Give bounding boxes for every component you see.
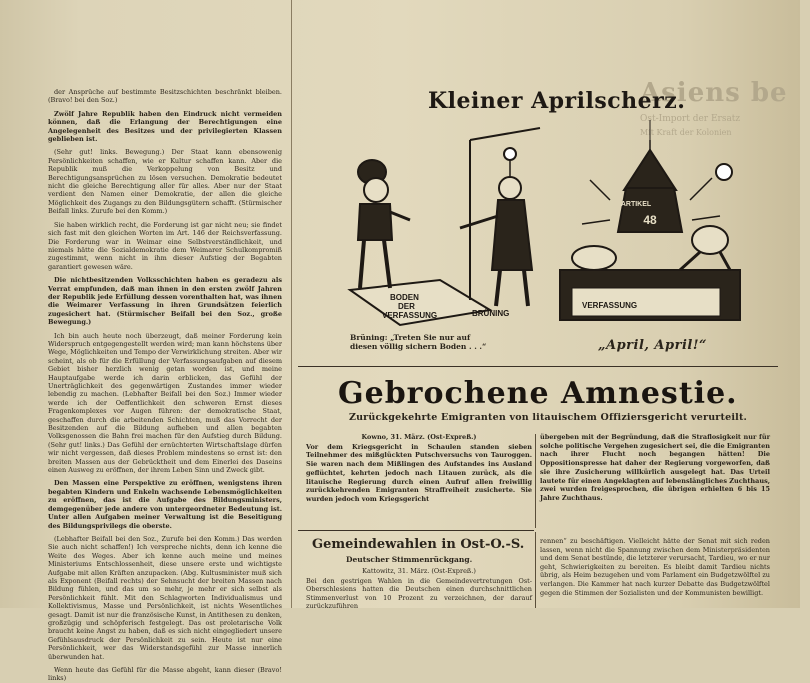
article-column-2: übergeben mit der Begründung, daß die Straflosigkeit nur für solche politische Vergehen zugesichert sei, die die Emigranten nach ihrer Flucht noch begangen hätten! Die Oppositionspresse hat daher der Regierung vorgeworfen, daß sie ihre Zusicherung willkürlich ausgelegt hat. Das Urteil lautete für einen Angeklagten auf lebenslängliches Zuchthaus, zwei wurden freigesprochen, die übrigen erhielten 6 bis 15 Jahre Zuchthaus. — [540, 433, 770, 502]
cartoon-label-verfassung: VERFASSUNG — [382, 311, 438, 320]
cartoon-title: Kleiner Aprilscherz. — [428, 88, 686, 114]
paragraph: Ich bin auch heute noch überzeugt, daß meiner Forderung kein Widerspruch entgegengestellt werden wird; man kann höchstens über Wege, Möglichkeiten und Tempo der Verwirklichung streiten. Aber wir scheint, als ob für die Erfüllung der Verfassungsaufgaben auf diesem Gebiet bisher herzlich wenig getan worden ist, und meine Hauptaufgabe werde ich darin erblicken, das Gefühl der Unerträglichkeit des gegenwärtigen Zustandes immer wieder lebendig zu machen. (Lebhafter Beifall bei den Soz.) Immer wieder werde ich der Oeffentlichkeit den schweren Ernst dieses Fragenkomplexes vor Augen führen: der demokratische Staat, geschaffen durch die arbeitenden Schichten, muß das Vorrecht der Besitzenden auf die Bildung aufheben und allen begabten Volksgenossen die Bahn frei machen für den Aufstieg durch Bildung. (Sehr gut! links.) Das Gefühl der ernüchterten Wirtschaftslage dürfen wir nicht vergessen, daß dieses Problem mindestens so ernst ist: den breiten Massen aus der Gebrücktheit und dem Einerlei des Daseins einen Ausweg zu eröffnen, der ihrem Leben Sinn und Zweck gibt. — [48, 331, 282, 475]
cartoon-label-verfassung-right: VERFASSUNG — [582, 301, 638, 310]
column-divider — [535, 532, 536, 608]
paragraph: Sie haben wirklich recht, die Forderung ist gar nicht neu; sie findet sich fast mit den gleichen Worten im Art. 146 der Reichsverfassung. Die Forderung war in Weimar eine Selbstverständlichkeit, und niemals hätte die Sozialdemokratie dem Weimarer Schulkompromiß zugestimmt, wenn nicht in ihm dieser Aufstieg der Begabten garantiert gewesen wäre. — [48, 220, 282, 271]
section-rule — [298, 366, 778, 367]
caption-speaker: Brüning: — [350, 333, 388, 342]
cartoon-label-bruning: BRÜNING — [472, 309, 510, 318]
caption-quote: „Treten Sie nur auf diesen völlig sichern Boden . . .“ — [350, 333, 487, 351]
bleed-line: Ost-Import der Ersatz — [640, 114, 741, 124]
paragraph: (Lebhafter Beifall bei den Soz., Zurufe bei den Komm.) Das werden Sie auch nicht schaffen!) Ich verspreche nichts, denn ich kenne die Weite des Weges. Aber ich kenne auch meine und meines Ministeriums Entschlossenheit, diese unsere erste und wichtigste Aufgabe mit allen Kräften anzupacken. (Abg. Kultusminister muß sich als Exponent (Beifall rechts) der Sehnsucht der breiten Massen nach Bildung fühlen, und das um so mehr, je mehr er sich selbst als Persönlichkeit fühlt. Mit den Schlagworten Individualismus und Kollektivismus, Masse und Persönlichkeit, ist nichts Wesentliches gesagt. Damit ist nur die französische Kunst, in Antithesen zu denken, großzügig und schöpferisch festgelegt. Das ost proletarische Volk braucht keine Angst zu haben, daß es sich nicht eingegliedert unsere Gefühlsausdruck der Persönlichkeit zu sein. Heute ist nur eine Persönlichkeit, wer das Widerstandsgefühl zur Masse innerlich überwunden hat. — [48, 534, 282, 661]
article2-text: Bei den gestrigen Wahlen in die Gemeindevertretungen Ost-Oberschlesiens hatten die Deutschen einen durchschnittlichen Stimmenverlust von 10 Prozent zu verzeichnen, der darauf zurückzuführen — [306, 576, 532, 611]
article2-title: Gemeindewahlen in Ost-O.-S. — [312, 537, 525, 552]
column-divider — [291, 0, 292, 608]
paragraph: der Ansprüche auf bestimmte Besitzschichten beschränkt bleiben. (Bravo! bei den Soz.) — [48, 88, 282, 105]
cartoon-label-boden: BODEN — [390, 293, 419, 302]
paragraph: Zwölf Jahre Republik haben den Eindruck nicht vermeiden können, daß die Erlangung der Berechtigungen eine Angelegenheit des Besitzes und der privilegierten Klassen geblieben ist. — [48, 109, 282, 144]
section-rule — [298, 530, 534, 531]
article-text: Sie waren nach dem Mißlingen des Aufstandes ins Ausland geflüchtet, kehrten jedoch nach Litauen zurück, als die litauische Regierung durch einen Aufruf allen freiwillig zurückkehrenden Emigranten Straffreiheit zusicherte. Sie wurden jedoch vom Kriegsgericht — [306, 460, 532, 503]
paragraph: (Sehr gut! links. Bewegung.) Der Staat kann ebensowenig Persönlichkeiten schaffen, wie er Kultur schaffen kann. Aber die Republik muß die Verkoppelung von Besitz und Berechtigungsansprüchen zu lösen versuchen. Demokratie bedeutet nicht die gleiche Berechtigung aller für alles. Aber nur der Staat verdient den Namen einer Demokratie, der allen die gleiche Möglichkeit des Zugangs zu den Bildungsgütern schafft. (Stürmischer Beifall links. Zurufe bei den Komm.) — [48, 148, 282, 216]
bleed-line: Asiens be — [640, 78, 788, 108]
cartoon-label-artikel: ARTIKEL — [620, 201, 652, 208]
article2-body — [306, 567, 532, 611]
column-divider — [535, 434, 536, 528]
article-lead: Vor dem Kriegsgericht in Schaulen standen sieben Teilnehmer des mißglückten Putschversuchs von Tauroggen. — [306, 442, 532, 460]
right-section — [298, 0, 798, 611]
paragraph: Die nichtbesitzenden Volksschichten haben es geradezu als Verrat empfunden, daß man ihnen in den ersten zwölf Jahren der Republik jede Erfüllung dessen vorenthalten hat, was ihnen die Weimarer Verfassung in ihren Grundsätzen feierlich zugesichert hat. (Stürmischer Beifall bei den Soz., große Bewegung.) — [48, 276, 282, 327]
cartoon-label-der: DER — [398, 302, 415, 311]
political-cartoon — [320, 120, 740, 332]
left-column-text — [0, 0, 290, 683]
left-panel — [350, 128, 540, 325]
article-subhead: Zurückgekehrte Emigranten von litauischem Offiziersgericht verurteilt. — [348, 412, 748, 423]
article-dateline: Kowno, 31. März. (Ost-Expreß.) — [361, 433, 477, 441]
article2-subtitle: Deutscher Stimmenrückgang. — [346, 555, 473, 564]
cartoon-caption-right: „April, April!“ — [598, 338, 708, 353]
article2-dateline: Kattowitz, 31. März. (Ost-Expreß.) — [362, 567, 476, 575]
bleed-line: Mit Kraft der Kolonien — [640, 128, 732, 137]
article-headline: Gebrochene Amnestie. — [338, 376, 738, 411]
cartoon-caption-left — [350, 333, 490, 351]
article-column-1 — [306, 433, 532, 504]
article2-right-column: rennen“ zu beschäftigen. Vielleicht hätte der Senat mit sich reden lassen, wenn nicht die Spannung zwischen dem Ministerpräsidenten und dem Senat bestünde, die letzterer verursacht, Tardieu, wo er nur geht, Schwierigkeiten zu bereiten. Es bleibt damit Tardieu nichts übrig, als Heim bezugehen und vom Parlament ein Budgetzwölftel zu verlangen. Die Kammer hat nach kurzer Debatte das Budgetzwölftel gegen die Stimmen der Sozialisten und der Kommunisten bewilligt. — [540, 537, 771, 597]
cartoon-label-48: 48 — [643, 213, 657, 227]
paragraph: Wenn heute das Gefühl für die Masse abgeht, kann dieser (Bravo! links) — [48, 666, 282, 683]
paragraph: Den Massen eine Perspektive zu eröffnen, wenigstens ihren begabten Kindern und Enkeln wachsende Lebensmöglichkeiten zu eröffnen, das ist die Aufgabe des Bildungsministers, demgegenüber jede andere von untergeordneter Bedeutung ist. Unter allen Aufgaben meiner Verwaltung ist die Beseitigung des Bildungsprivilegs die oberste. — [48, 479, 282, 530]
